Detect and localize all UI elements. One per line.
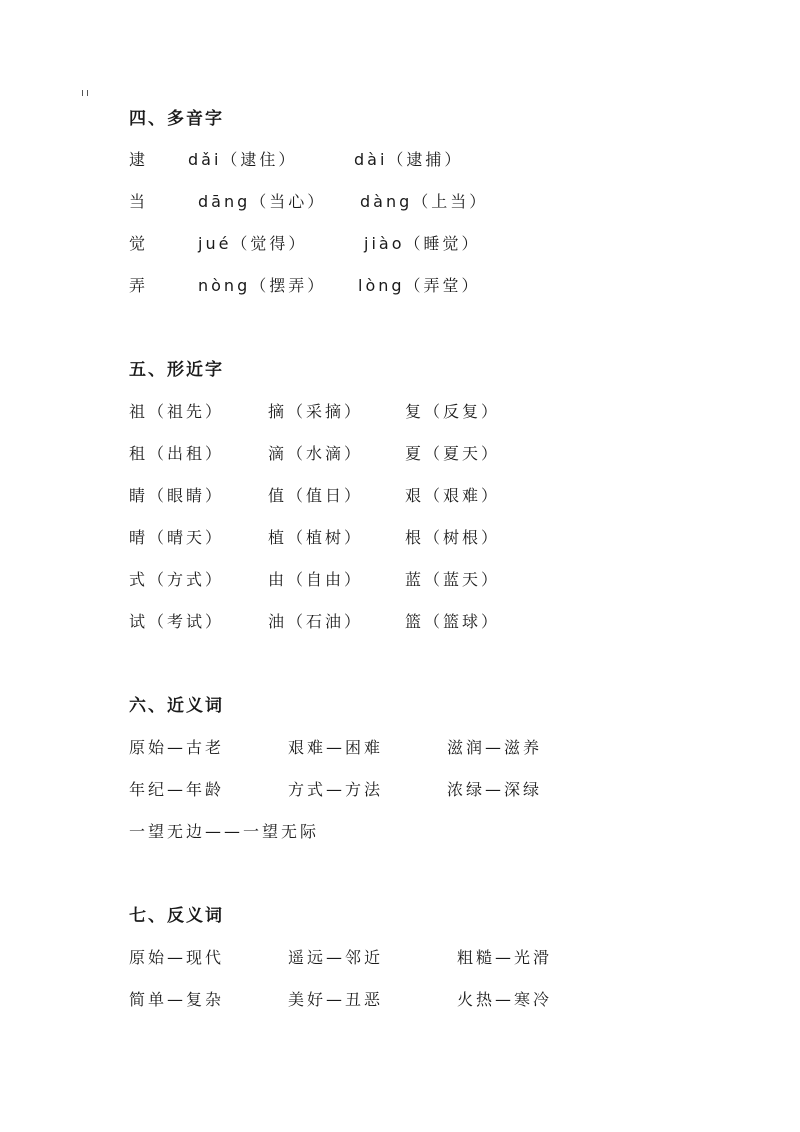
word-col-2: 植（植树） [268,528,364,547]
section-title-polyphones: 四、多音字 [129,109,224,129]
word-pair-col-3: 浓绿—深绿 [447,780,543,799]
similar-char-row [0,483,800,509]
word-col-1: 睛（眼睛） [129,486,225,505]
word-col-1: 式（方式） [129,570,225,589]
character: 觉 [129,234,149,253]
word-pair-col-2: 方式—方法 [288,780,384,799]
word-pair-col-2: 美好—丑恶 [288,990,384,1009]
scan-mark [82,90,88,96]
reading-1: nòng（摆弄） [198,276,327,295]
reading-2: lòng（弄堂） [358,276,481,295]
word-col-3: 夏（夏天） [405,444,501,463]
reading-1: dāng（当心） [198,192,327,211]
word-col-3: 蓝（蓝天） [405,570,501,589]
similar-char-row [0,441,800,467]
section-title-synonyms: 六、近义词 [129,696,224,716]
similar-char-row [0,567,800,593]
word-col-2: 滴（水滴） [268,444,364,463]
character: 当 [129,192,149,211]
synonym-row [0,735,800,761]
section-title-similar-characters: 五、形近字 [129,360,224,380]
polyphone-row [0,273,800,299]
similar-char-row [0,609,800,635]
word-col-3: 艰（艰难） [405,486,501,505]
word-pair-col-1: 原始—现代 [129,948,225,967]
antonym-row [0,945,800,971]
similar-char-row [0,525,800,551]
polyphone-row [0,189,800,215]
reading-1: jué（觉得） [198,234,308,253]
word-pair-col-1: 年纪—年龄 [129,780,225,799]
word-pair-col-3: 粗糙—光滑 [457,948,553,967]
word-pair-col-2: 艰难—困难 [288,738,384,757]
character: 弄 [129,276,149,295]
reading-1: dǎi（逮住） [188,150,298,169]
word-col-1: 租（出租） [129,444,225,463]
similar-char-row [0,399,800,425]
word-col-2: 值（值日） [268,486,364,505]
word-pair-col-2: 遥远—邻近 [288,948,384,967]
character: 逮 [129,150,149,169]
word-col-1: 晴（晴天） [129,528,225,547]
polyphone-row [0,147,800,173]
word-col-1: 试（考试） [129,612,225,631]
reading-2: dài（逮捕） [354,150,464,169]
reading-2: dàng（上当） [360,192,489,211]
polyphone-row [0,231,800,257]
antonym-row [0,987,800,1013]
word-col-1: 祖（祖先） [129,402,225,421]
word-col-2: 摘（采摘） [268,402,364,421]
reading-2: jiào（睡觉） [364,234,481,253]
synonym-row [0,819,800,845]
word-col-3: 复（反复） [405,402,501,421]
word-col-3: 根（树根） [405,528,501,547]
word-col-3: 篮（篮球） [405,612,501,631]
word-col-2: 由（自由） [268,570,364,589]
word-pair-col-3: 火热—寒冷 [457,990,553,1009]
synonym-row [0,777,800,803]
word-pair-col-1: 一望无边——一望无际 [129,822,320,841]
word-pair-col-1: 原始—古老 [129,738,225,757]
section-title-antonyms: 七、反义词 [129,906,224,926]
word-col-2: 油（石油） [268,612,364,631]
word-pair-col-1: 简单—复杂 [129,990,225,1009]
word-pair-col-3: 滋润—滋养 [447,738,543,757]
